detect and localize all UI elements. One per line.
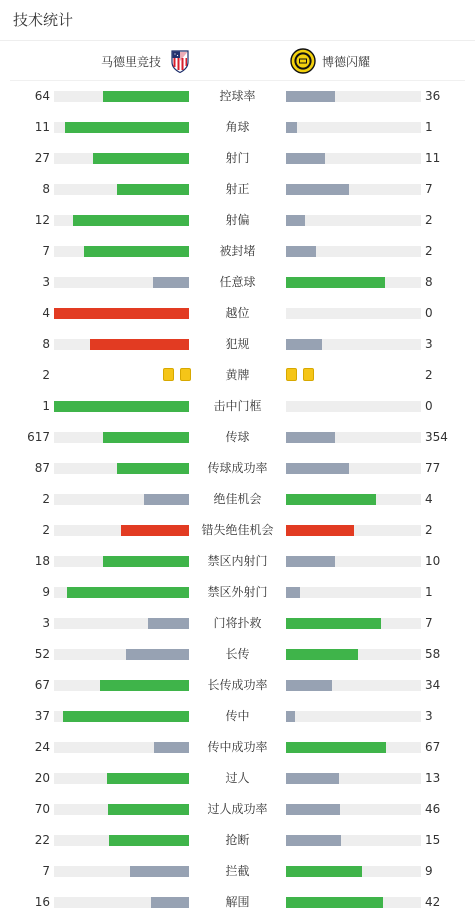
away-stat-value: 2	[425, 368, 433, 382]
away-stat-bar-track	[286, 773, 421, 784]
home-stat-value: 67	[34, 678, 50, 692]
home-stat-bar	[54, 401, 189, 412]
away-stat-value: 1	[425, 585, 433, 599]
away-stat-bar	[286, 866, 362, 877]
home-stat-value: 1	[42, 399, 50, 413]
stat-row	[0, 391, 475, 422]
home-stat-bar-track	[54, 711, 189, 722]
stat-row	[0, 577, 475, 608]
stat-row	[0, 484, 475, 515]
away-stat-value: 354	[425, 430, 448, 444]
home-stat-bar-track	[54, 649, 189, 660]
home-stat-bar-track	[54, 215, 189, 226]
away-stat-bar	[286, 432, 335, 443]
away-stat-value: 36	[425, 89, 441, 103]
away-stat-value: 2	[425, 523, 433, 537]
home-stat-value: 64	[34, 89, 50, 103]
away-stat-bar-track	[286, 246, 421, 257]
title-divider	[0, 40, 475, 41]
away-stat-bar-track	[286, 463, 421, 474]
home-stat-bar	[126, 649, 189, 660]
home-stat-value: 3	[42, 275, 50, 289]
away-stat-bar-track	[286, 711, 421, 722]
away-stat-value: 34	[425, 678, 441, 692]
home-stat-bar-track	[54, 339, 189, 350]
stat-label: 禁区外射门	[207, 585, 268, 599]
home-stat-value: 2	[42, 523, 50, 537]
away-stat-bar	[286, 494, 376, 505]
home-stat-bar	[108, 804, 189, 815]
stat-row	[0, 887, 475, 918]
away-stat-bar	[286, 463, 349, 474]
away-stat-bar	[286, 184, 349, 195]
stat-label: 犯规	[225, 337, 250, 351]
away-stat-bar-track	[286, 401, 421, 412]
home-stat-bar	[67, 587, 189, 598]
home-stat-bar	[107, 773, 189, 784]
home-stat-bar-track	[54, 463, 189, 474]
home-stat-bar	[73, 215, 189, 226]
home-stat-bar-track	[54, 308, 189, 319]
stat-label: 传球成功率	[207, 461, 268, 475]
home-stat-value: 22	[34, 833, 50, 847]
away-stat-bar-track	[286, 122, 421, 133]
home-stat-value: 2	[42, 368, 50, 382]
home-stat-bar	[103, 556, 189, 567]
stat-row	[0, 639, 475, 670]
stat-label: 拦截	[225, 864, 250, 878]
away-stat-bar	[286, 649, 358, 660]
yellow-card-icon	[303, 368, 314, 381]
home-stat-value: 24	[34, 740, 50, 754]
away-stat-bar	[286, 277, 385, 288]
stat-row	[0, 794, 475, 825]
away-stat-value: 58	[425, 647, 441, 661]
stat-label: 过人	[225, 771, 250, 785]
stat-label: 长传	[225, 647, 250, 661]
stat-row	[0, 701, 475, 732]
away-stat-bar-track	[286, 897, 421, 908]
away-stat-bar	[286, 680, 332, 691]
home-stat-bar	[154, 742, 189, 753]
stat-row	[0, 174, 475, 205]
bodo-glimt-logo-icon	[290, 48, 316, 74]
stat-label: 长传成功率	[207, 678, 268, 692]
away-stat-bar	[286, 91, 335, 102]
away-stat-bar-track	[286, 184, 421, 195]
away-stat-value: 7	[425, 616, 433, 630]
home-stat-value: 70	[34, 802, 50, 816]
away-stat-bar	[286, 804, 340, 815]
away-stat-bar-track	[286, 742, 421, 753]
stat-row	[0, 205, 475, 236]
away-stat-bar-track	[286, 339, 421, 350]
home-stat-value: 12	[34, 213, 50, 227]
home-stat-bar	[121, 525, 189, 536]
away-stat-bar-track	[286, 432, 421, 443]
away-stat-value: 13	[425, 771, 441, 785]
home-stat-bar-track	[54, 618, 189, 629]
away-stat-value: 42	[425, 895, 441, 909]
home-stat-bar-track	[54, 277, 189, 288]
away-stat-bar	[286, 773, 339, 784]
stat-row	[0, 236, 475, 267]
stat-row	[0, 825, 475, 856]
stat-row	[0, 143, 475, 174]
home-stat-bar	[93, 153, 189, 164]
home-stat-bar-track	[54, 401, 189, 412]
away-stat-bar	[286, 835, 341, 846]
away-stat-bar	[286, 587, 300, 598]
home-stat-value: 7	[42, 244, 50, 258]
away-stat-bar-track	[286, 525, 421, 536]
away-stat-value: 9	[425, 864, 433, 878]
home-stat-bar-track	[54, 587, 189, 598]
away-stat-bar	[286, 742, 386, 753]
home-stat-value: 9	[42, 585, 50, 599]
away-stat-bar-track	[286, 153, 421, 164]
away-stat-bar-track	[286, 556, 421, 567]
stat-label: 黄牌	[225, 368, 250, 382]
away-stat-bar-track	[286, 618, 421, 629]
home-stat-bar	[63, 711, 189, 722]
stat-row	[0, 81, 475, 112]
stat-label: 过人成功率	[207, 802, 268, 816]
home-stat-bar	[54, 308, 189, 319]
away-stat-value: 3	[425, 337, 433, 351]
home-stat-bar	[148, 618, 189, 629]
yellow-card-icon	[286, 368, 297, 381]
home-stat-bar	[144, 494, 189, 505]
home-stat-bar	[130, 866, 189, 877]
stat-label: 角球	[225, 120, 250, 134]
home-stat-value: 617	[27, 430, 50, 444]
yellow-card-icon	[163, 368, 174, 381]
home-stat-bar-track	[54, 184, 189, 195]
home-stat-value: 27	[34, 151, 50, 165]
home-stat-value: 20	[34, 771, 50, 785]
away-stat-value: 46	[425, 802, 441, 816]
away-stat-value: 8	[425, 275, 433, 289]
away-stat-bar-track	[286, 91, 421, 102]
stat-label: 射正	[225, 182, 250, 196]
home-stat-value: 2	[42, 492, 50, 506]
stat-label: 解围	[225, 895, 250, 909]
away-stat-value: 4	[425, 492, 433, 506]
away-stat-bar	[286, 215, 305, 226]
stat-label: 错失绝佳机会	[201, 523, 274, 537]
home-stat-bar-track	[54, 494, 189, 505]
home-stat-bar-track	[54, 773, 189, 784]
away-stat-value: 77	[425, 461, 441, 475]
stats-list	[0, 81, 475, 918]
away-team-name: 博德闪耀	[322, 54, 371, 69]
home-stat-bar-track	[54, 556, 189, 567]
stat-label: 传中	[225, 709, 250, 723]
home-stat-value: 4	[42, 306, 50, 320]
away-stat-value: 11	[425, 151, 441, 165]
away-stat-bar-track	[286, 494, 421, 505]
home-team-name: 马德里竞技	[101, 54, 162, 69]
stat-label: 传中成功率	[207, 740, 268, 754]
stat-row	[0, 608, 475, 639]
home-stat-bar	[84, 246, 189, 257]
stat-row	[0, 856, 475, 887]
home-stat-bar	[151, 897, 189, 908]
atletico-madrid-logo-icon	[167, 48, 193, 74]
away-stat-bar-track	[286, 835, 421, 846]
stat-row	[0, 546, 475, 577]
home-stat-bar	[103, 432, 189, 443]
away-stat-bar	[286, 122, 297, 133]
away-stat-bar-track	[286, 587, 421, 598]
stat-label: 越位	[225, 306, 250, 320]
home-stat-value: 8	[42, 337, 50, 351]
away-stat-bar	[286, 897, 383, 908]
home-team-header	[101, 47, 193, 75]
away-stat-value: 0	[425, 399, 433, 413]
home-stat-bar-track	[54, 525, 189, 536]
home-stat-value: 8	[42, 182, 50, 196]
home-stat-value: 3	[42, 616, 50, 630]
away-stat-bar-track	[286, 277, 421, 288]
away-stat-value: 2	[425, 213, 433, 227]
home-stat-bar-track	[54, 835, 189, 846]
away-stat-value: 10	[425, 554, 441, 568]
home-stat-value: 18	[34, 554, 50, 568]
stat-row	[0, 515, 475, 546]
home-stat-bar-track	[54, 897, 189, 908]
stat-row	[0, 329, 475, 360]
stat-row	[0, 670, 475, 701]
home-stat-bar-track	[54, 91, 189, 102]
stat-label: 射门	[225, 151, 250, 165]
away-stat-bar-track	[286, 215, 421, 226]
stat-row	[0, 763, 475, 794]
home-stat-value: 87	[34, 461, 50, 475]
home-stat-value: 52	[34, 647, 50, 661]
away-stat-bar	[286, 525, 354, 536]
stat-row	[0, 422, 475, 453]
stat-label: 抢断	[225, 833, 250, 847]
home-stat-bar-track	[54, 680, 189, 691]
away-stat-value: 15	[425, 833, 441, 847]
stat-label: 被封堵	[219, 244, 256, 258]
home-stat-value: 37	[34, 709, 50, 723]
stat-row	[0, 732, 475, 763]
home-stat-bar	[117, 184, 189, 195]
away-yellow-cards	[286, 368, 314, 381]
away-stat-bar	[286, 246, 316, 257]
stat-label: 击中门框	[213, 399, 262, 413]
stat-row	[0, 298, 475, 329]
home-stat-bar-track	[54, 246, 189, 257]
home-stat-bar	[153, 277, 189, 288]
stat-label: 传球	[225, 430, 250, 444]
home-stat-value: 11	[34, 120, 50, 134]
stat-label: 任意球	[219, 275, 256, 289]
home-stat-bar	[109, 835, 189, 846]
away-stat-bar	[286, 711, 295, 722]
stat-row	[0, 360, 475, 391]
away-stat-value: 1	[425, 120, 433, 134]
stat-row	[0, 267, 475, 298]
away-stat-value: 2	[425, 244, 433, 258]
home-stat-bar	[100, 680, 189, 691]
stat-label: 射偏	[225, 213, 250, 227]
away-stat-bar	[286, 339, 322, 350]
away-stat-value: 0	[425, 306, 433, 320]
home-stat-bar-track	[54, 153, 189, 164]
away-stat-value: 67	[425, 740, 441, 754]
stat-label: 绝佳机会	[213, 492, 262, 506]
home-stat-value: 7	[42, 864, 50, 878]
stat-row	[0, 453, 475, 484]
away-stat-bar-track	[286, 308, 421, 319]
stat-label: 门将扑救	[213, 616, 262, 630]
stat-label: 控球率	[219, 89, 256, 103]
away-stat-bar-track	[286, 649, 421, 660]
home-stat-bar-track	[54, 742, 189, 753]
home-stat-value: 16	[34, 895, 50, 909]
stat-label: 禁区内射门	[207, 554, 268, 568]
home-stat-bar	[65, 122, 189, 133]
home-stat-bar	[103, 91, 189, 102]
away-stat-bar-track	[286, 680, 421, 691]
home-yellow-cards	[163, 368, 191, 381]
home-stat-bar-track	[54, 122, 189, 133]
away-stat-value: 3	[425, 709, 433, 723]
home-stat-bar-track	[54, 432, 189, 443]
away-stat-bar	[286, 618, 381, 629]
away-team-header	[290, 47, 370, 75]
away-stat-bar-track	[286, 866, 421, 877]
away-stat-bar-track	[286, 804, 421, 815]
away-stat-bar	[286, 556, 335, 567]
stat-row	[0, 112, 475, 143]
home-stat-bar	[117, 463, 189, 474]
home-stat-bar-track	[54, 804, 189, 815]
home-stat-bar-track	[54, 866, 189, 877]
away-stat-bar	[286, 153, 325, 164]
page-title: 技术统计	[13, 11, 74, 29]
away-stat-value: 7	[425, 182, 433, 196]
home-stat-bar	[90, 339, 189, 350]
